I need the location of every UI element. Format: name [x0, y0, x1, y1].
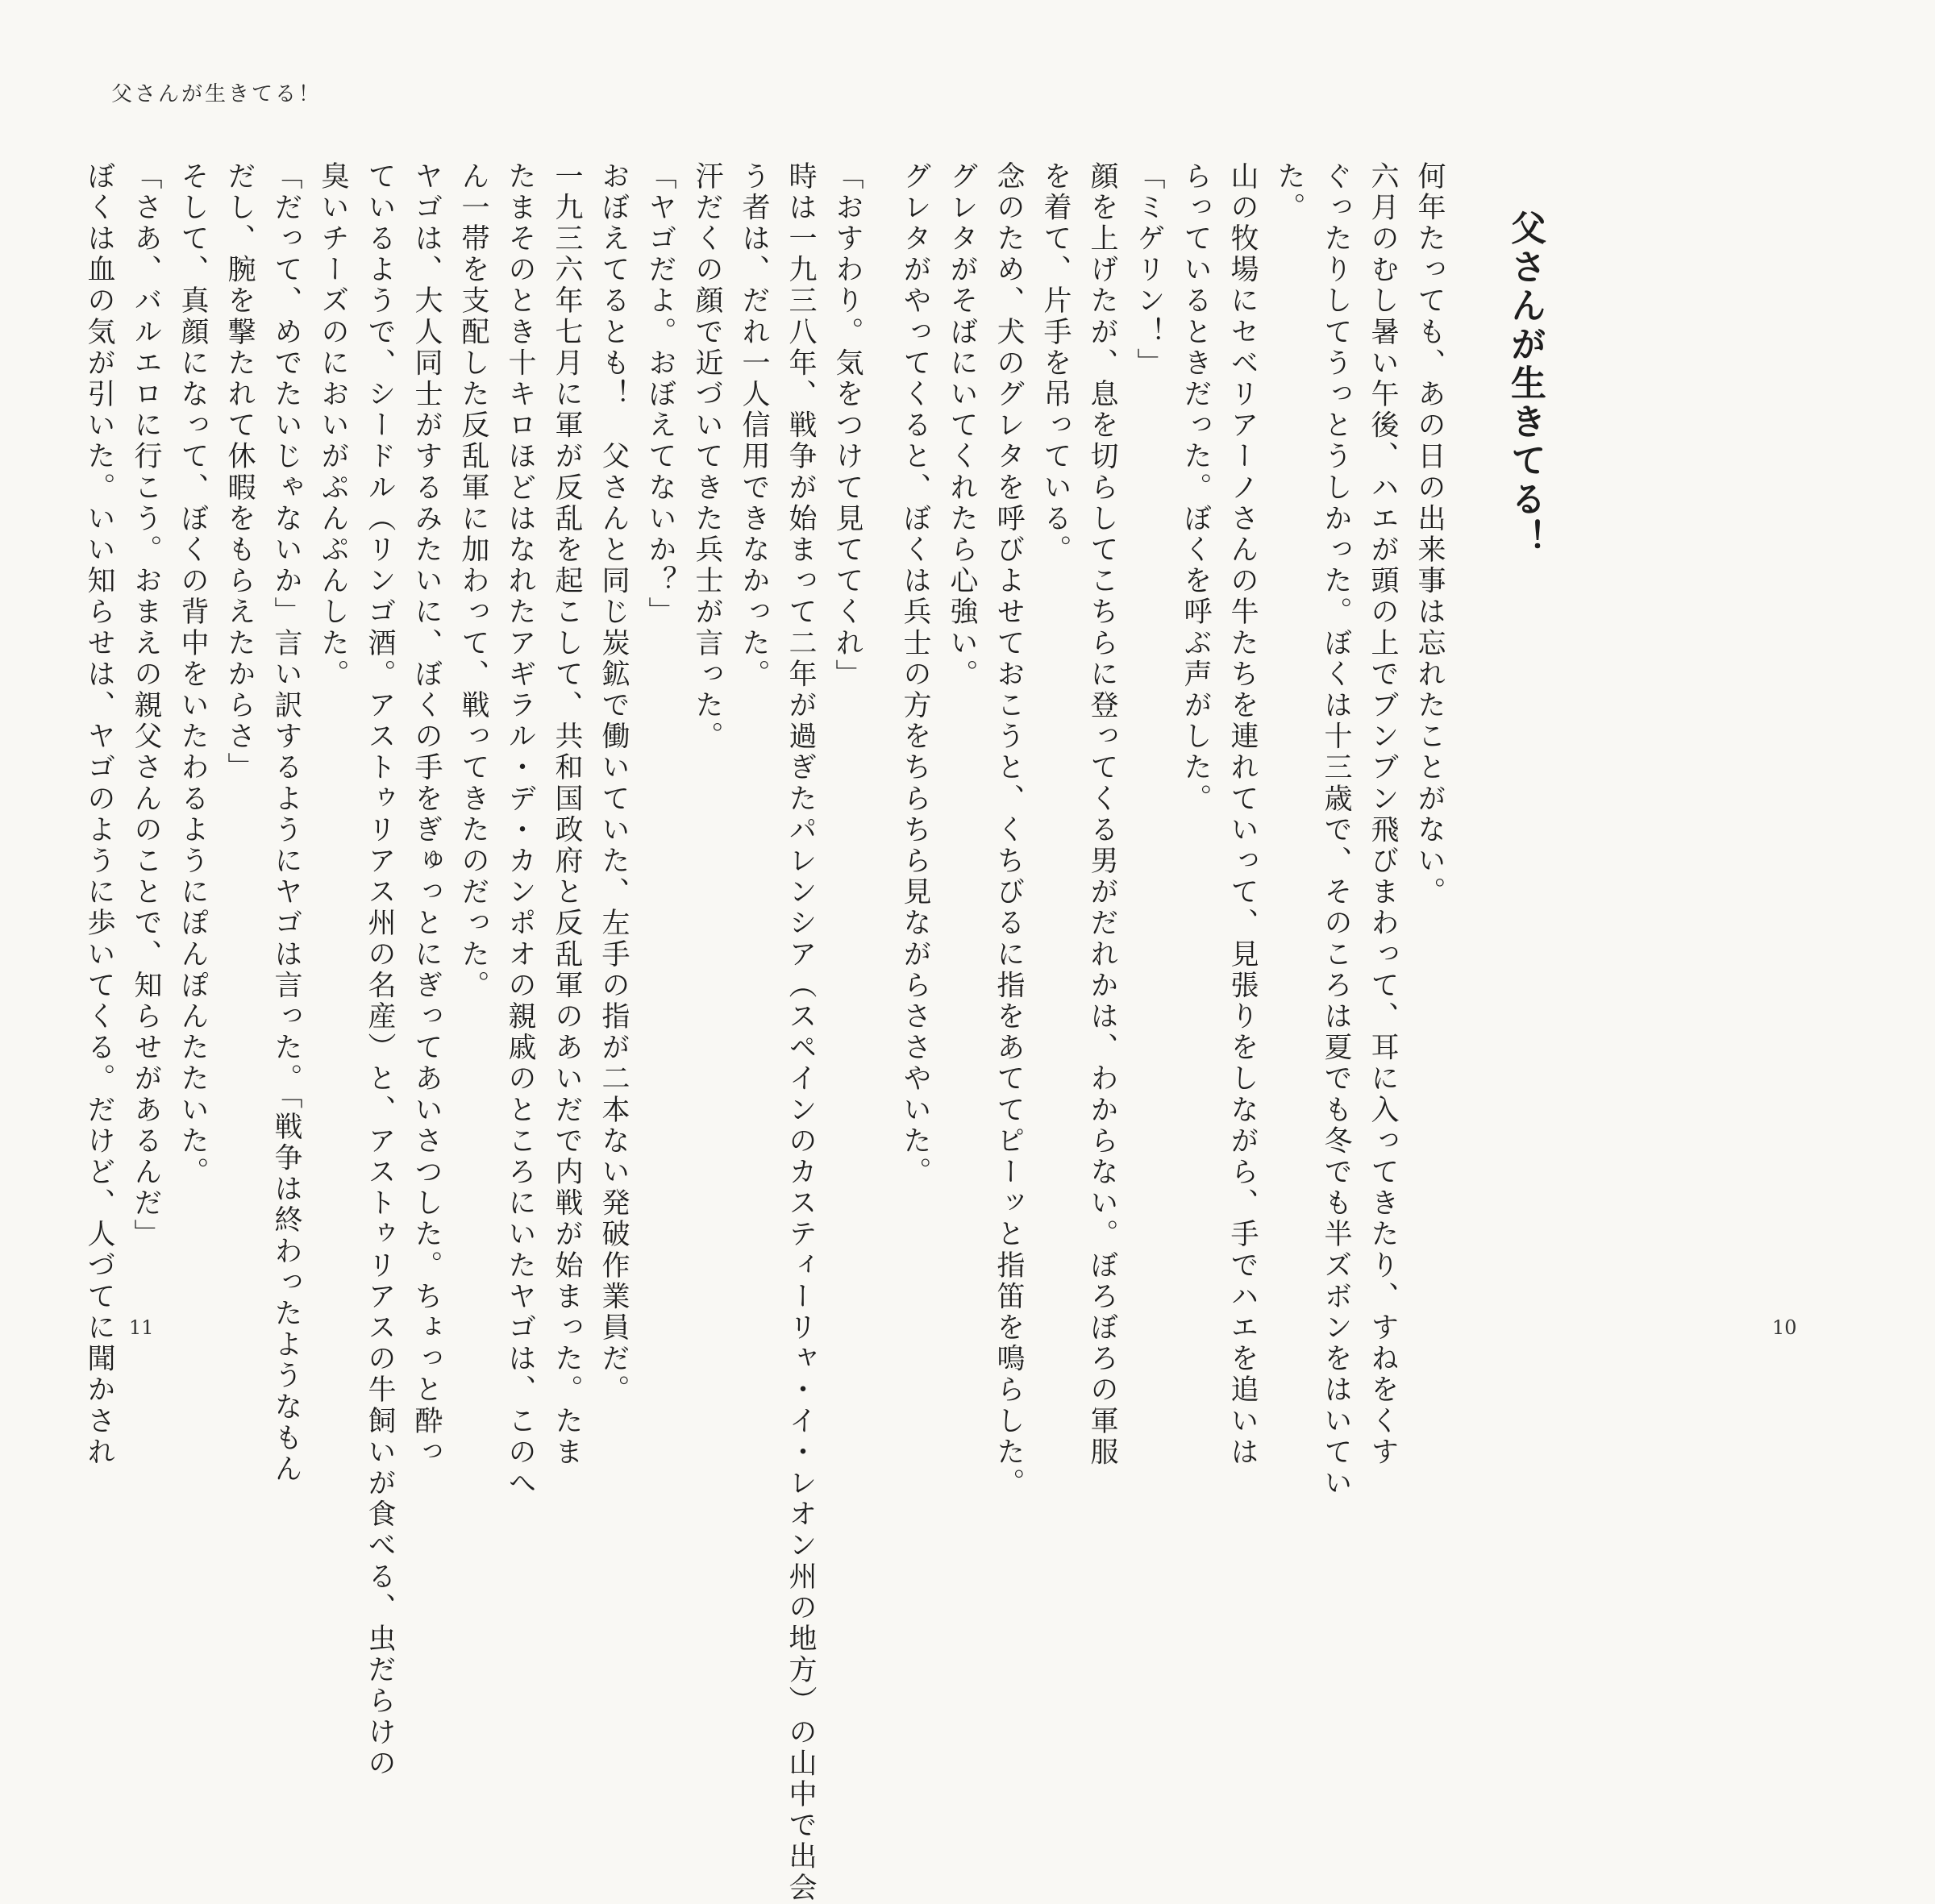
text-line: ぼくは血の気が引いた。いい知らせは、ヤゴのように歩いてくる。だけど、人づてに聞かされ: [83, 161, 115, 1469]
text-line: 顔を上げたが、息を切らしてこちらに登ってくる男がだれかは、わからない。ぼろぼろの軍服: [1086, 161, 1118, 1469]
text-line: そして、真顔になって、ぼくの背中をいたわるようにぽんぽんたたいた。: [177, 161, 209, 1188]
page-number-right: 10: [1772, 1316, 1797, 1339]
text-line: 「ヤゴだよ。おぼえてないか？」: [644, 161, 676, 628]
text-line: ているようで、シードル（リンゴ酒。アストゥリアス州の名産）と、アストゥリアスの牛飼いが食べる、虫だらけの: [364, 161, 396, 1780]
right-page-text: [899, 161, 1548, 1499]
text-line: を着て、片手を吊っている。: [1039, 161, 1072, 566]
text-line: ヤゴは、大人同士がするみたいに、ぼくの手をぎゅっとにぎってあいさつした。ちょっと酔っ: [410, 161, 443, 1469]
page-number-left: 11: [129, 1316, 154, 1339]
text-line: 念のため、犬のグレタを呼びよせておこうと、くちびるに指をあててピーッと指笛を鳴らした。: [992, 161, 1025, 1499]
text-line: 「だって、めでたいじゃないか」言い訳するようにヤゴは言った。「戦争は終わったようなもん: [270, 161, 302, 1486]
text-line: おぼえてるとも！ 父さんと同じ炭鉱で働いていた、左手の指が二本ない発破作業員だ。: [597, 161, 630, 1406]
text-line: た。: [1273, 161, 1305, 224]
running-head: 父さんが生きてる！: [111, 82, 322, 106]
text-line: ん一帯を支配した反乱軍に加わって、戦ってきたのだった。: [457, 161, 489, 1002]
text-line: らっているときだった。ぼくを呼ぶ声がした。: [1180, 161, 1212, 815]
text-line: だし、腕を撃たれて休暇をもらえたからさ」: [223, 161, 256, 784]
text-line: 何年たっても、あの日の出来事は忘れたことがない。: [1413, 161, 1446, 908]
text-line: グレタがやってくると、ぼくは兵士の方をちらちら見ながらささやいた。: [899, 161, 931, 1188]
chapter-title: 父さんが生きてる！: [1504, 210, 1546, 558]
text-line: ぐったりしてうっとうしかった。ぼくは十三歳で、そのころは夏でも冬でも半ズボンをはいてい: [1320, 161, 1352, 1499]
text-line: 汗だくの顔で近づいてきた兵士が言った。: [691, 161, 723, 753]
text-line: たまそのとき十キロほどはなれたアギラル・デ・カンポオの親戚のところにいたヤゴは、このへ: [504, 161, 536, 1499]
text-line: う者は、だれ一人信用できなかった。: [738, 161, 770, 691]
text-line: グレタがそばにいてくれたら心強い。: [946, 161, 978, 691]
text-line: 「ミゲリン！」: [1133, 161, 1165, 380]
text-line: 山の牧場にセベリアーノさんの牛たちを連れていって、見張りをしながら、手でハエを追いは: [1226, 161, 1259, 1469]
text-line: 「おすわり。気をつけて見ててくれ」: [831, 161, 863, 691]
text-line: 一九三六年七月に軍が反乱を起こして、共和国政府と反乱軍のあいだで内戦が始まった。たま: [551, 161, 583, 1469]
text-line: 「さあ、バルエロに行こう。おまえの親父さんのことで、知らせがあるんだ」: [130, 161, 162, 1250]
text-line: 六月のむし暑い午後、ハエが頭の上でブンブン飛びまわって、耳に入ってきたり、すねをくす: [1367, 161, 1399, 1469]
text-line: 臭いチーズのにおいがぷんぷんした。: [317, 161, 349, 691]
text-line: 時は一九三八年、戦争が始まって二年が過ぎたパレンシア（スペインのカスティーリャ・イ・レオン州の地方）の山中で出会: [784, 161, 817, 1904]
